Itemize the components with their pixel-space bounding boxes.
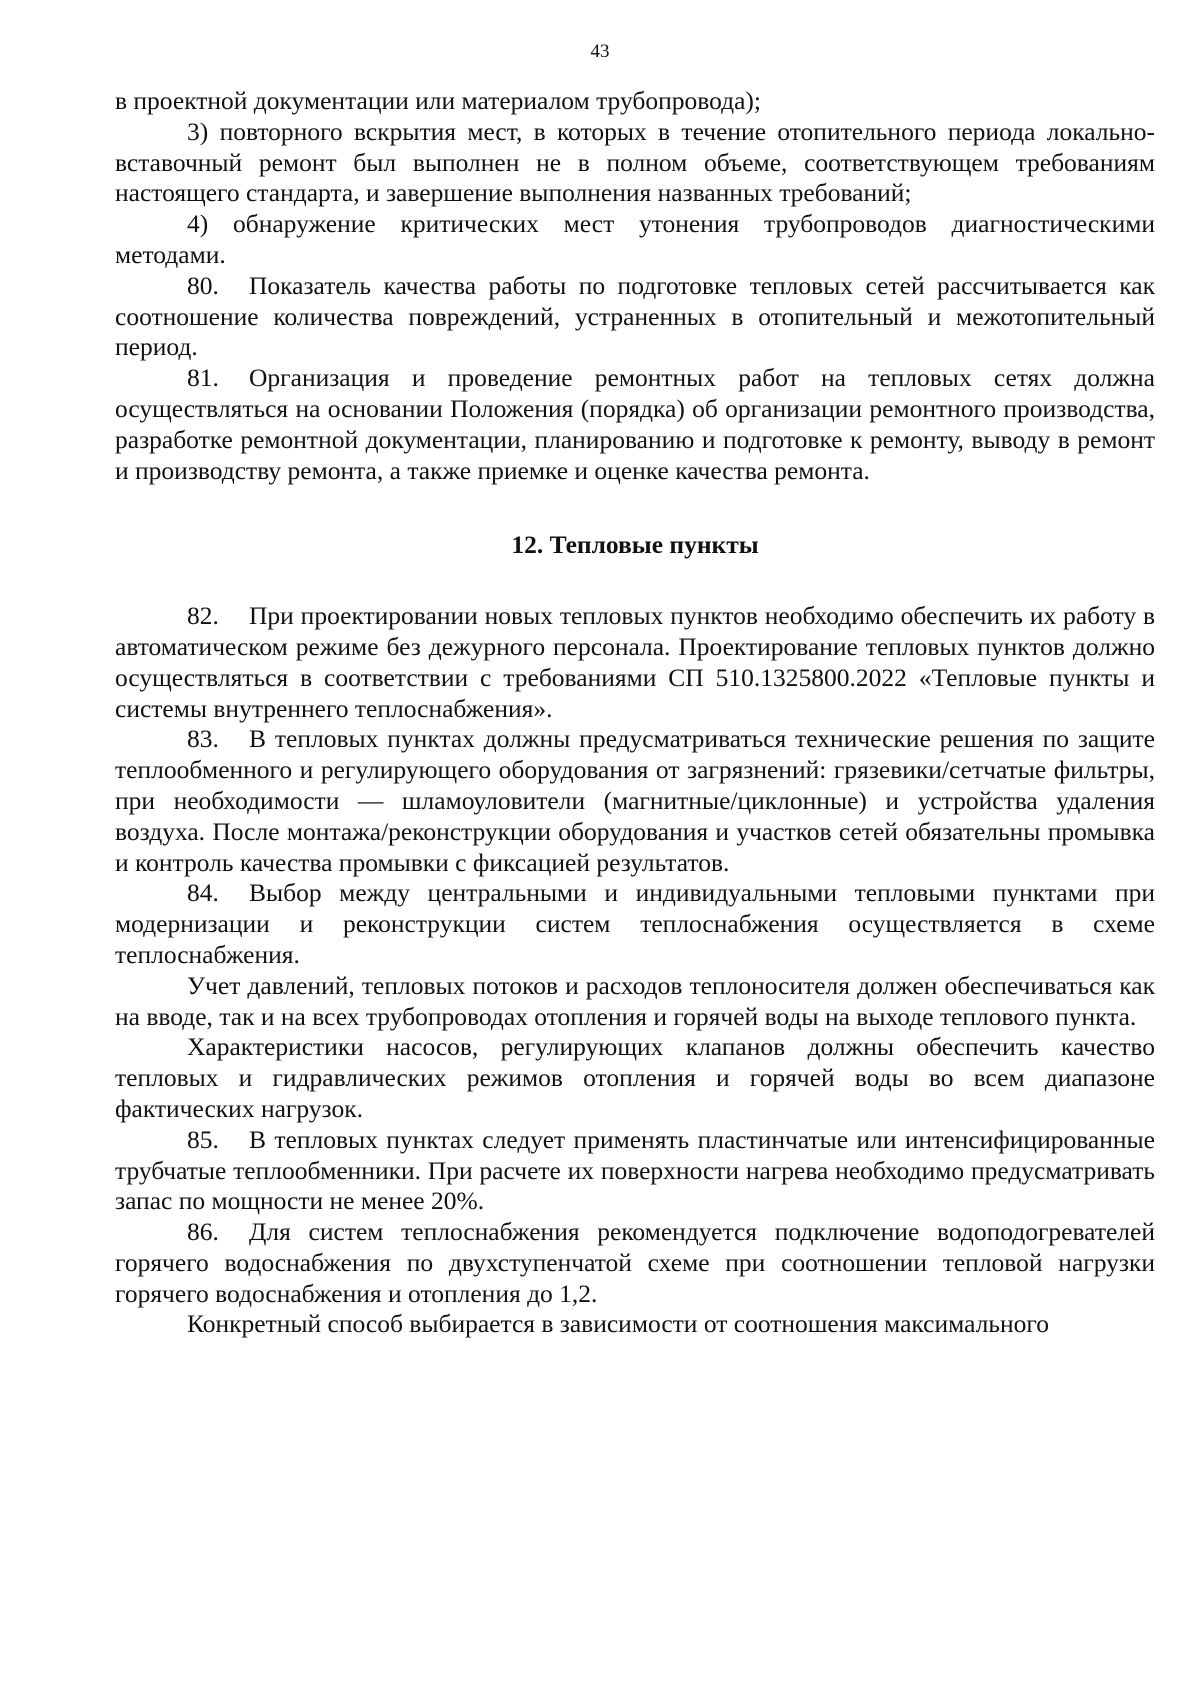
page-number: 43 [590, 41, 610, 62]
clause-text: При проектировании новых тепловых пунктов необходимо обеспечить их работу в автоматическом режиме без дежурного персонала. Проектирование тепловых пунктов должно осуществляться в соответствии с требованиями СП 510.1325800.2022 «Тепловые пункты и системы внутреннего теплоснабжения». [115, 601, 1155, 723]
clause-number: 81. [187, 363, 219, 393]
paragraph-metering: Учет давлений, тепловых потоков и расходов теплоносителя должен обеспечиваться как на вводе, так и на всех трубопроводах отопления и горячей воды на выходе теплового пункта. [115, 970, 1155, 1031]
clause-83 [115, 724, 1155, 878]
clause-85 [115, 1125, 1155, 1217]
clause-number: 85. [187, 1124, 219, 1154]
clause-number: 82. [187, 601, 219, 631]
paragraph-item-4: 4) обнаружение критических мест утонения трубопроводов диагностическими методами. [115, 209, 1155, 269]
clause-text: В тепловых пунктах следует применять пластинчатые или интенсифицированные трубчатые теплообменники. При расчете их поверхности нагрева необходимо предусматривать запас по мощности не менее 20%. [115, 1124, 1155, 1216]
clause-text: В тепловых пунктах должны предусматриваться технические решения по защите теплообменного и регулирующего оборудования от загрязнений: грязевики/сетчатые фильтры, при необходимости — шламоуловители (магнитные/циклонные) и устройства удаления воздуха. После монтажа/реконструкции оборудования и участков сетей обязательны промывка и контроль качества промывки с фиксацией результатов. [115, 724, 1155, 877]
clause-82 [115, 601, 1155, 724]
clause-80 [115, 271, 1155, 363]
clause-text: Организация и проведение ремонтных работ на тепловых сетях должна осуществляться на основании Положения (порядка) об организации ремонтного производства, разработке ремонтной документации, планированию и подготовке к ремонту, выводу в ремонт и производству ремонта, а также приемке и оценке качества ремонта. [115, 363, 1155, 485]
clause-text: Для систем теплоснабжения рекомендуется подключение водоподогревателей горячего водоснабжения по двухступенчатой схеме при соотношении тепловой нагрузки горячего водоснабжения и отопления до 1,2. [115, 1217, 1155, 1308]
clause-text: Выбор между центральными и индивидуальными тепловыми пунктами при модернизации и реконструкции систем теплоснабжения осуществляется в схеме теплоснабжения. [115, 878, 1155, 969]
paragraph-pumps: Характеристики насосов, регулирующих клапанов должны обеспечить качество тепловых и гидравлических режимов отопления и горячей воды во всем диапазоне фактических нагрузок. [115, 1032, 1155, 1123]
clause-number: 86. [187, 1217, 219, 1247]
paragraph-continuation: в проектной документации или материалом трубопровода); [115, 86, 761, 115]
clause-81 [115, 363, 1155, 486]
clause-number: 80. [187, 270, 219, 300]
clause-84 [115, 878, 1155, 970]
document-body [115, 86, 1155, 1340]
clause-number: 83. [187, 724, 219, 754]
paragraph-method: Конкретный способ выбирается в зависимости от соотношения максимального [187, 1309, 1049, 1339]
paragraph-item-3: 3) повторного вскрытия мест, в которых в течение отопительного периода локально-вставочный ремонт был выполнен не в полном объеме, соответствующем требованиям настоящего стандарта, и завершение выполнения названных требований; [115, 116, 1155, 208]
clause-number: 84. [187, 878, 219, 908]
clause-text: Показатель качества работы по подготовке тепловых сетей рассчитывается как соотношение количества повреждений, устраненных в отопительный и межотопительный период. [115, 270, 1155, 362]
section-heading: 12. Тепловые пункты [511, 530, 759, 560]
clause-86 [115, 1217, 1155, 1309]
